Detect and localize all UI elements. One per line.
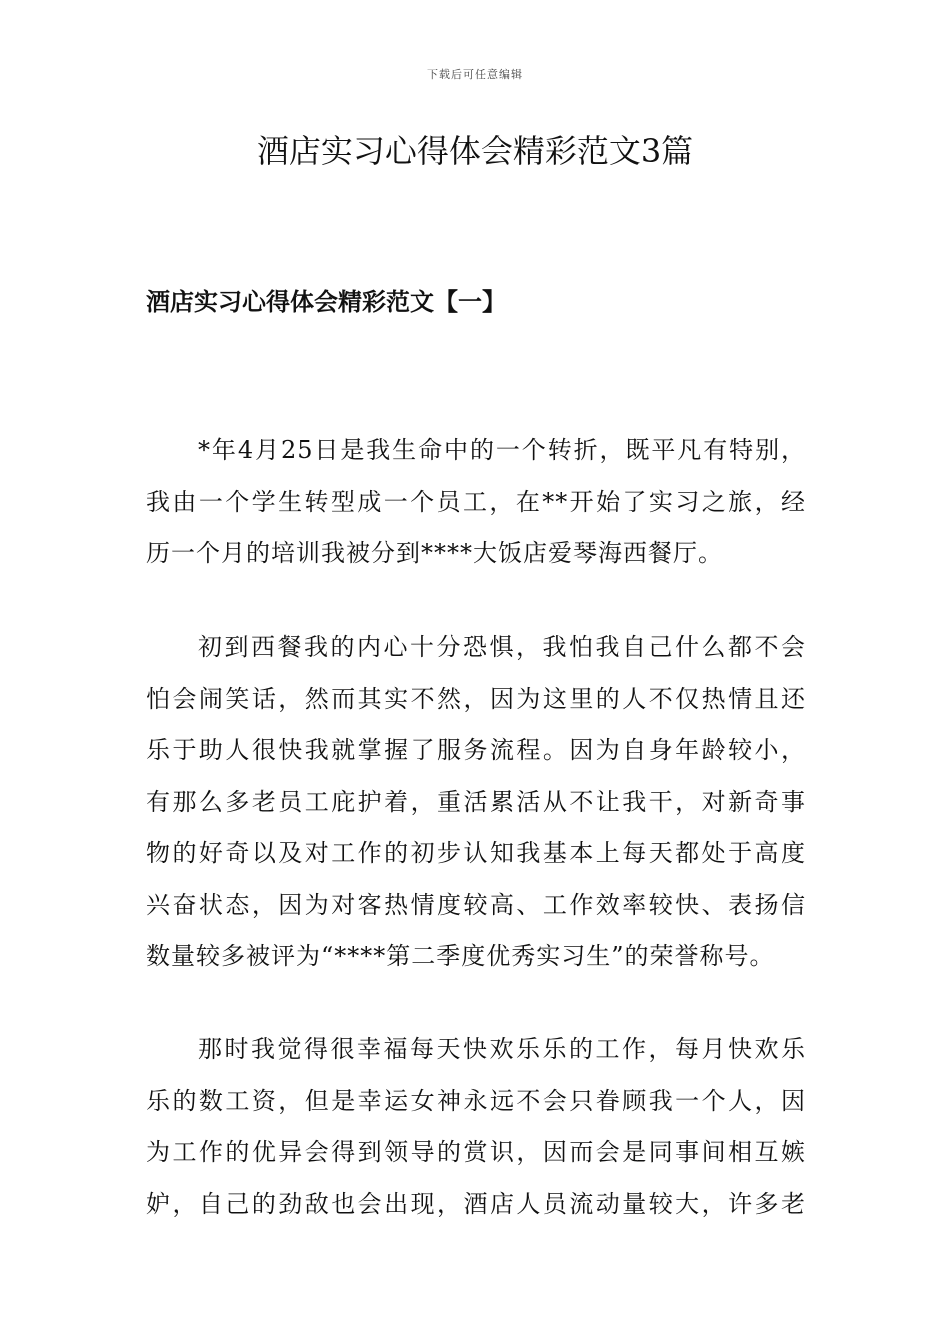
section-heading: 酒店实习心得体会精彩范文【一】 xyxy=(146,287,506,316)
document-title: 酒店实习心得体会精彩范文3篇 xyxy=(256,132,694,170)
header-note: 下载后可任意编辑 xyxy=(427,68,523,81)
paragraph-line: 历一个月的培训我被分到****大饭店爱琴海西餐厅。 xyxy=(146,539,723,567)
paragraph-line: 怕会闹笑话，然而其实不然，因为这里的人不仅热情且还 xyxy=(146,684,806,713)
paragraph-line: 有那么多老员工庇护着，重活累活从不让我干，对新奇事 xyxy=(146,787,806,816)
paragraph-line: 乐的数工资，但是幸运女神永远不会只眷顾我一个人，因 xyxy=(146,1086,806,1115)
paragraph-line: 初到西餐我的内心十分恐惧，我怕我自己什么都不会 xyxy=(198,633,806,661)
paragraph-line: *年4月25日是我生命中的一个转折，既平凡有特别， xyxy=(198,436,806,464)
paragraph-2 xyxy=(146,622,806,983)
paragraph-line: 数量较多被评为“****第二季度优秀实习生”的荣誉称号。 xyxy=(146,942,775,970)
paragraph-line: 物的好奇以及对工作的初步认知我基本上每天都处于高度 xyxy=(146,839,806,867)
paragraph-1 xyxy=(146,425,806,580)
paragraph-line: 那时我觉得很幸福每天快欢乐乐的工作，每月快欢乐 xyxy=(198,1035,806,1063)
paragraph-line: 妒，自己的劲敌也会出现，酒店人员流动量较大，许多老 xyxy=(146,1189,806,1218)
paragraph-line: 乐于助人很快我就掌握了服务流程。因为自身年龄较小， xyxy=(146,736,806,764)
paragraph-line: 为工作的优异会得到领导的赏识，因而会是同事间相互嫉 xyxy=(146,1138,806,1166)
paragraph-3 xyxy=(146,1024,806,1230)
paragraph-line: 我由一个学生转型成一个员工，在**开始了实习之旅，经 xyxy=(146,487,806,516)
paragraph-line: 兴奋状态，因为对客热情度较高、工作效率较快、表扬信 xyxy=(146,890,806,919)
